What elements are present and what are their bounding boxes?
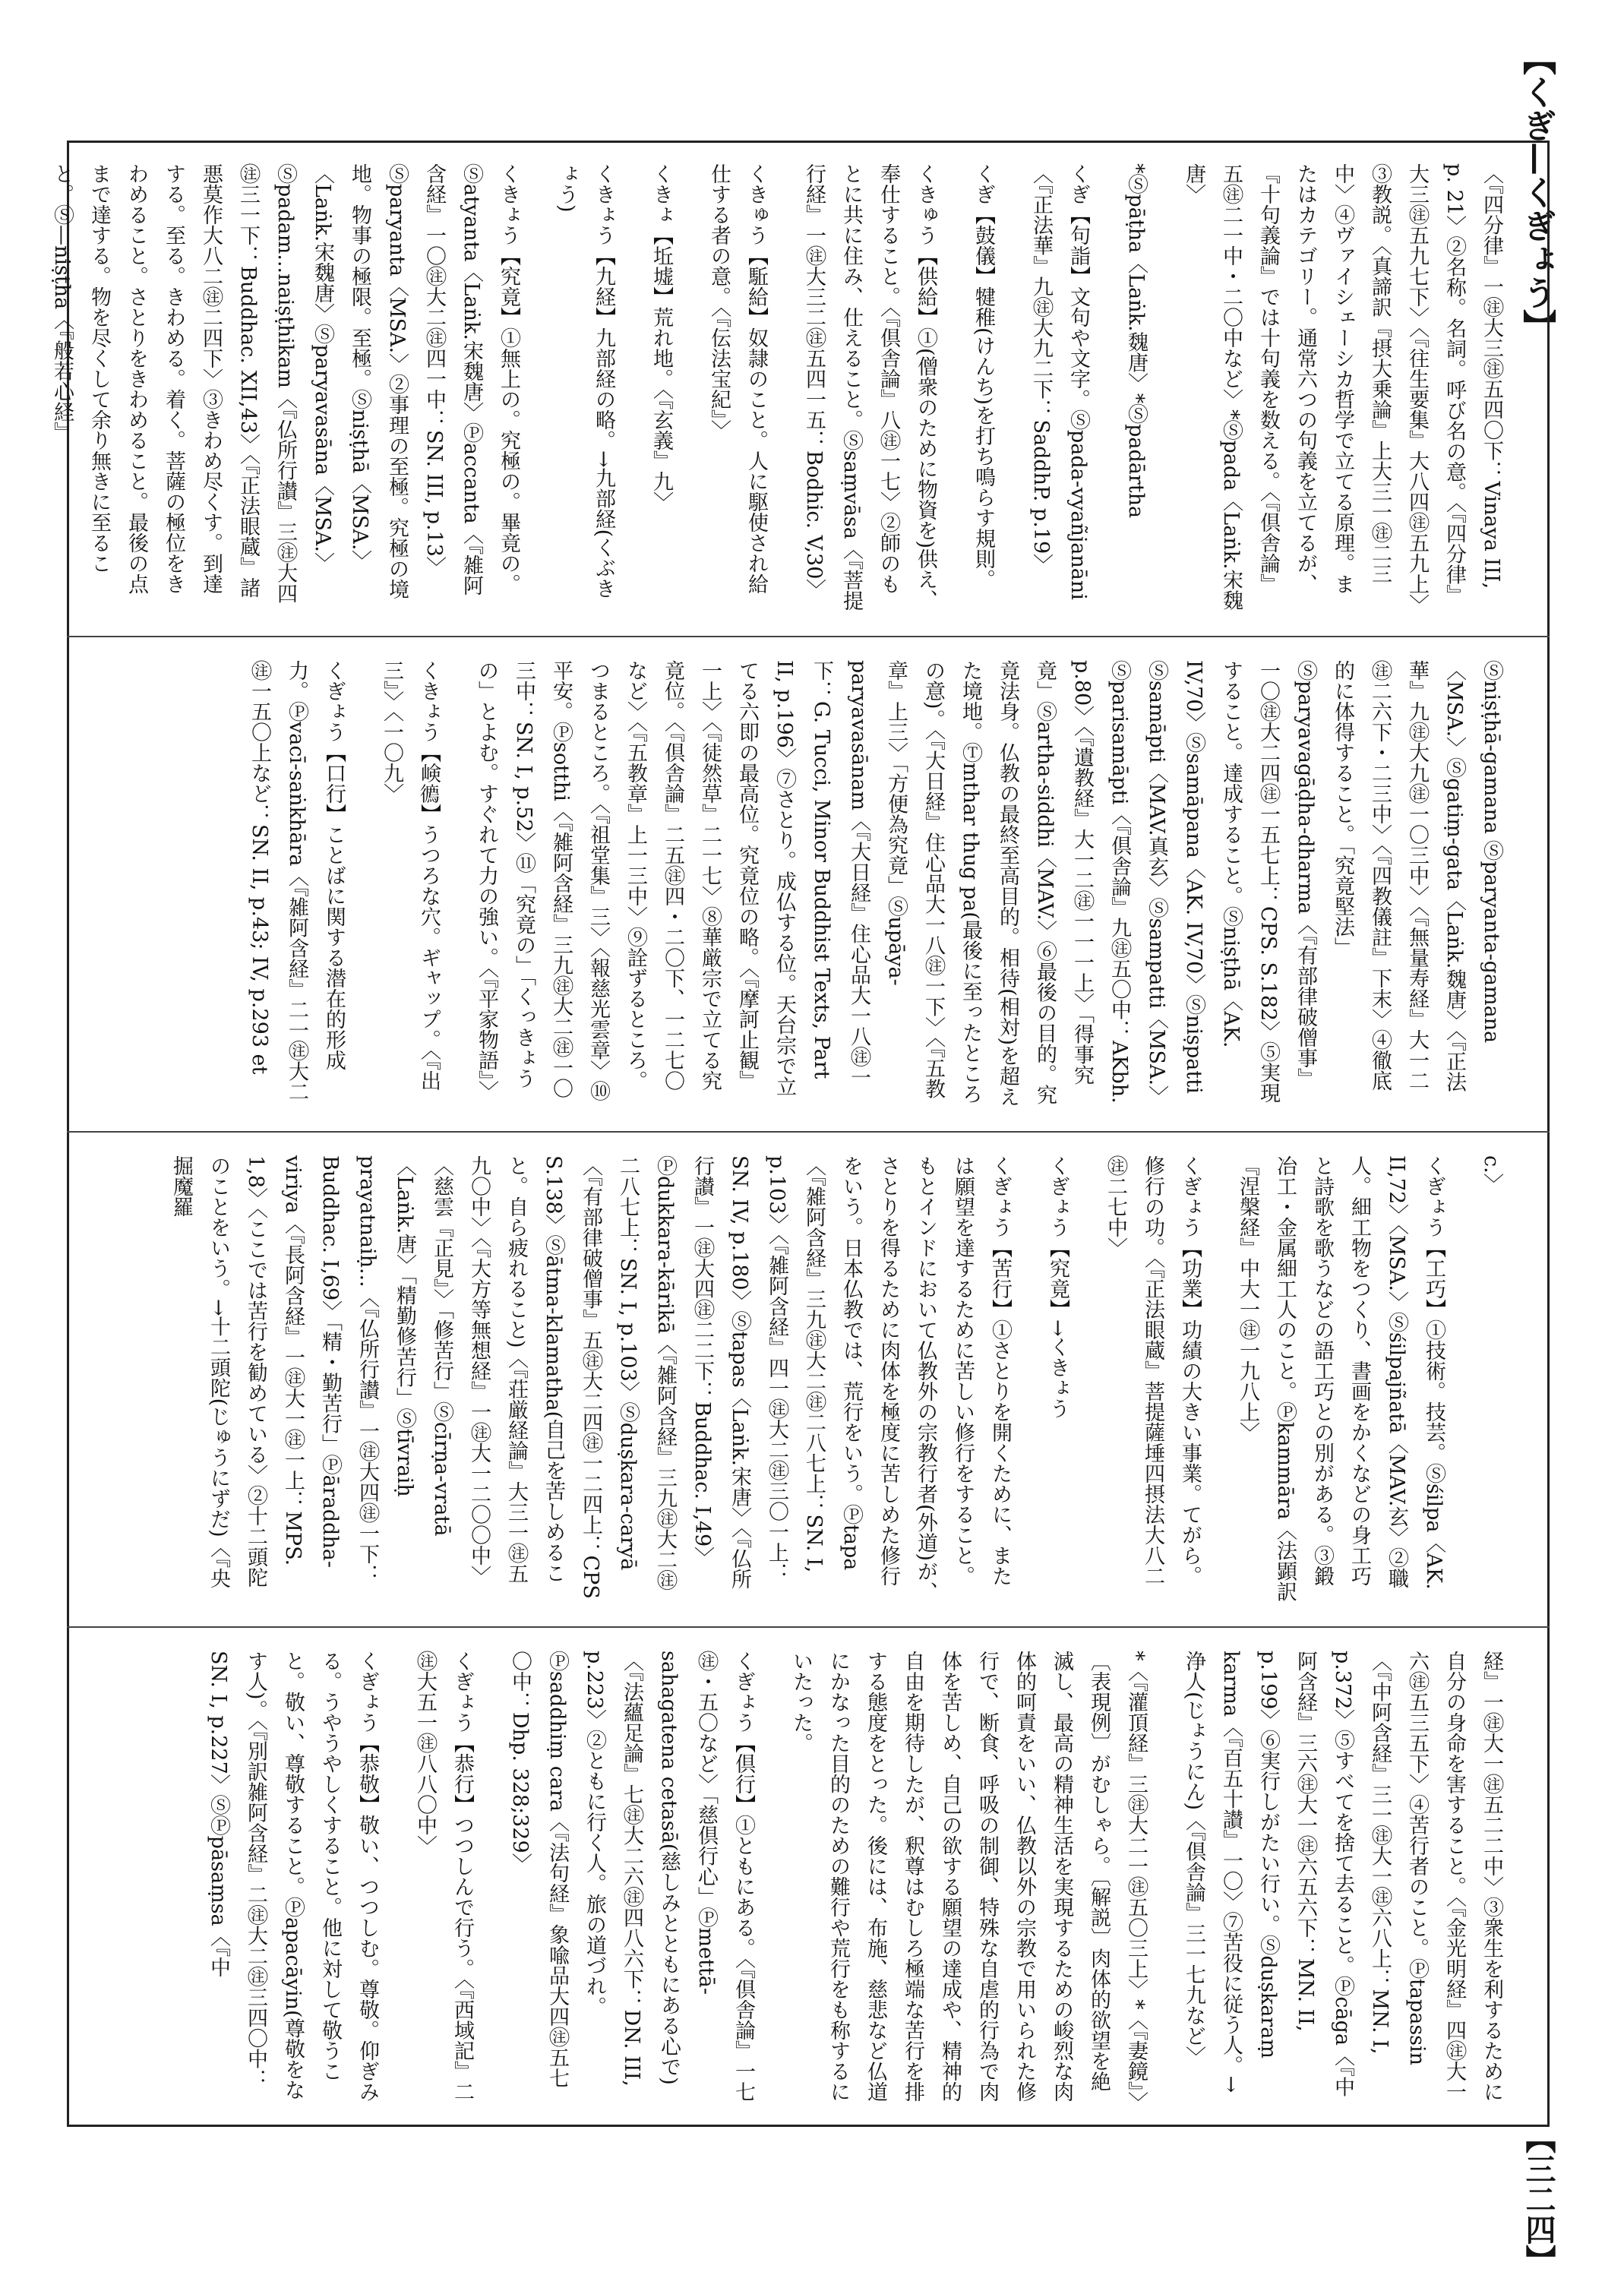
- entry: くぎ【句詣】文句や文字。Ⓢpada-vyañjanāni〈『正法華』九㊟大九二下：SaddhP. p.19〉: [1029, 163, 1090, 600]
- entry: くぎょう【工巧】①技術。技芸。Ⓢśilpa〈AK. II,72〉〈MSA.〉Ⓢśilpajñatā〈MAV.玄〉②職人。細工物をつくり、書画をかくなどの身工巧と詩歌を歌うなどの語工巧との別がある。③鍛冶工・金属細工人のこと。Ⓟkammāra〈法顕訳『涅槃経』中大一㊟一九八上〉: [1236, 1155, 1445, 1602]
- entry: くきゅう【駈給】奴隷のこと。人に駆使され給仕する者の意。〈『伝法宝紀』〉: [707, 163, 768, 594]
- entry: *〈『灌頂経』三㊟大二一㊟五〇三上〉*〈『妻鏡』〉〔表現例〕がむしゃら。〔解説〕肉体的欲望を絶滅し、最高の精神生活を実現するための峻烈な肉体的呵責をいい、仏教以外の宗教で用いられた修行で、断食、呼吸の制御、特殊な自虐的行為で肉体を苦しめ、自己の欲する願望の達成や、精神的自由を期待したが、釈尊はむしろ極端な苦行を排する態度をとった。後には、布施、慈悲など仏道にかなった目的のための難行や荒行をも称するにいたった。: [789, 1651, 1148, 2102]
- tier-2: [67, 636, 1550, 1131]
- entry: くぎょう【功業】功績の大きい事業。てがら。修行の功。〈『正法眼蔵』菩提薩埵四摂法大八二㊟二七中〉: [1104, 1155, 1202, 1586]
- entry: くきょう【𡸴𢖇】うつろな穴。ギャップ。〈『出三』〉〈一〇九〉: [380, 660, 441, 1091]
- entry: Ⓢniṣṭhā-gamana Ⓢparyanta-gamana〈MSA.〉Ⓢgatiṃ-gata〈Laṅk.魏唐〉〈『正法華』九㊟大九㊟一〇三中〉〈『無量寿経』大一二㊟二六下・二三中〉〈『四教儀註』下末〉④徹底的に体得すること。「究竟堅法」Ⓢparyavagāḍha-dharma〈『有部律破僧事』一〇㊟大二四㊟一五七上：CPS. S.182〉⑤実現すること。達成すること。Ⓢniṣṭhā〈AK. IV,70〉Ⓢsamāpana〈AK. IV,70〉Ⓢniṣpatti Ⓢsamāpti〈MAV.真玄〉Ⓢsampatti〈MSA.〉Ⓢparisamāpti〈『倶舎論』九㊟五〇中：AKbh. p.80〉〈『遺教経』大一二㊟一一一上〉「得事究竟」Ⓢartha-siddhi〈MAV.〉⑥最後の目的。究竟法身。仏教の最終至高目的。相待(相対)を超えた境地。Ⓣmthar thug pa(最後に至ったところの意)。〈『大日経』住心品大一八㊟一下〉〈『五教章』上三〉「方便為究竟」Ⓢupāya-paryavasānam〈『大日経』住心品大一八㊟一下：G. Tucci, Minor Buddhist Texts, Part II, p.196〉⑦さとり。成仏する位。天台宗で立てる六即の最高位。究竟位の略。〈『摩訶止観』一上〉〈『徒然草』二一七〉⑧華厳宗で立てる究竟位。〈『倶舎論』二五㊟四・二〇下、一二七〇など〉〈『五教章』上一三中〉⑨詮ずるところ。つまるところ。〈『祖堂集』三〉〈報慈光雲章〉⑩平安。Ⓟsotthi〈『雑阿含経』三九㊟大二㊟一〇三中：SN. I, p.52〉⑪「究竟の」「くっきょうの」とよむ。すぐれて力の強い。〈『平家物語』〉: [475, 660, 1503, 1107]
- tier-4: [67, 1626, 1550, 2127]
- entry: くぎょう【究竟】→くきょう: [1046, 1155, 1070, 1419]
- entry: *Ⓢpāṭha〈Laṅk.魏唐〉*Ⓢpadārtha: [1124, 163, 1148, 519]
- entry: くぎ【鼓儀】犍稚(けんち)を打ち鳴らす規則。: [972, 163, 995, 590]
- entry: くぎょう【恭敬】敬い、つつしむ。尊敬。仰ぎみる。うやうやしくすること。他に対して敬うこと。敬い、尊敬すること。Ⓟapacāyin(尊敬をなす人)。〈『別訳雑阿含経』二㊟大二㊟三四〇中：SN. I, p.227〉ⓈⓅpāsaṃsa〈『中: [207, 1651, 379, 2102]
- tier-3-text: [86, 1155, 1531, 1604]
- entry: くきゅう【供給】①(僧衆のために物資を)供え、奉仕すること。〈『倶舎論』八㊟一七〉②師のもとに共に住み、仕えること。Ⓢsaṃvāsa〈『菩提行経』一㊟大三二㊟五四一五：Bodhic. V,30〉: [802, 163, 937, 611]
- entry: くきょう【九経】九部経の略。→九部経(くぶきょう): [554, 163, 615, 599]
- entry: くぎょう【倶行】①ともにある。〈『倶舎論』一七㊟・五〇など〉「慈倶行心」Ⓟmettā-sahagatena cetasā(慈しみとともにある心で)〈『法蘊足論』七㊟大二六㊟四八六下：DN. III, p.223〉②ともに行く人。旅の道づれ。Ⓟsaddhiṃ cara〈『法句経』象喩品大四㊟五七〇中：Dhp. 328;329〉: [508, 1651, 755, 2102]
- running-title: 【くぎ—くぎょう】: [1517, 42, 1556, 343]
- entry: 〈『四分律』一㊟大三㊟五四〇下：Vinaya III, p. 21〉②名称。名詞。呼び名の意。〈『四分律』大三㊟五九七下〉〈『往生要集』大八四㊟五九上〉③教説。〈真諦訳『摂大乗論』上大三一㊟二三中〉④ヴァイシェーシカ哲学で立てる原理。またはカテゴリー。通常六つの句義を立てるが、『十句義論』では十句義を数える。〈『倶舎論』五㊟二一中・二〇中など〉*Ⓢpada〈Laṅk.宋魏唐〉: [1182, 163, 1503, 611]
- tier-4-text: [86, 1651, 1531, 2104]
- tier-1-text: [50, 163, 1531, 613]
- entry: 経』一㊟大一㊟五二二中〉③衆生を利するために自分の身命を害すること。〈『金光明経』四㊟大一六㊟五三五下〉④苦行者のこと。Ⓟtapassin〈『中阿含経』三一㊟大一㊟六八上：MN. I, p.372〉⑤すべてを捨て去ること。Ⓟcāga〈『中阿含経』三六㊟大一㊟六五六下：MN. II, p.199〉⑥実行しがたい行い。Ⓢduṣkaraṃ karma〈『百五十讃』一〇〉⑦苦役に従う人。→浄人(じょうにん)〈『倶舎論』三一七九など〉: [1182, 1651, 1503, 2102]
- entry: c.〉: [1480, 1155, 1503, 1194]
- entry: くぎょう【恭行】つつしんで行う。〈『西域記』二㊟大五一㊟八八〇中〉: [413, 1651, 474, 2102]
- entry: くきょう【究竟】①無上の。究極の。畢竟の。Ⓢatyanta〈Laṅk.宋魏唐〉Ⓟaccanta〈『雑阿含経』一〇㊟大二㊟四一中：SN. III, p.13〉Ⓢparyanta〈MSA.〉②事理の至極。究極の境地。物事の極限。至極。Ⓢniṣṭhā〈MSA.〉〈Laṅk.宋魏唐〉Ⓢparyavasāna〈MSA.〉Ⓢpadam...naiṣṭhikam〈『仏所行讃』三㊟大四㊟三一下：Buddhac. XII,43〉〈『正法眼蔵』諸悪莫作大八二㊟二四下〉③きわめ尽くす。到達する。至る。きわめる。着く。菩薩の極位をきわめること。さとりをきわめること。最後の点まで達する。物を尽くして余り無きに至ること。Ⓢ—niṣṭha〈『般若心経』: [50, 163, 520, 604]
- page-number: 【三二四】: [1521, 2123, 1556, 2275]
- entry: くきょ【坵墟】荒れ地。〈『玄義』九〉: [649, 163, 673, 512]
- tier-2-text: [86, 660, 1531, 1108]
- entry: くぎょう【口行】ことばに関する潜在的形成力。Ⓟvacī-saṅkhāra〈『雑阿含経』二一㊟大二㊟一五〇上など：SN. II, p.43; IV, p.293 et: [248, 660, 346, 1102]
- tier-1: [50, 141, 1550, 636]
- tier-3: [67, 1131, 1550, 1626]
- entry: くぎょう【苦行】①さとりを開くために、または願望を達するために苦しい修行をすること。もとインドにおいて仏教外の宗教行者(外道)が、さとりを得るために肉体を極度に苦しめた修行をいう。日本仏教では、荒行をいう。Ⓟtapa〈『雑阿含経』三九㊟大二㊟二八七上：SN. I, p.103〉〈『雑阿含経』四一㊟大二㊟三〇一上：SN. IV, p.180〉Ⓢtapas〈Laṅk.宋唐〉〈『仏所行讃』一㊟大四㊟二二下：Buddhac. I,49〉Ⓟdukkara-kārikā〈『雑阿含経』三九㊟大二㊟二八七上：SN. I, p.103〉Ⓢduṣkara-caryā〈『有部律破僧事』五㊟大二四㊟一二四上：CPS S.138〉Ⓢātma-klamatha(自己を苦しめること。自ら疲れること)〈『荘厳経論』大三一㊟五九〇中〉〈『大方等無想経』一㊟大一二〇〇中〉〈慈雲『正見』〉「修苦行」Ⓢcīrṇa-vratā〈Laṅk.唐〉「精勤修苦行」Ⓢtīvraiḥ prayatnaiḥ...〈『仏所行讃』一㊟大四㊟一下：Buddhac. I,69〉「精・勤苦行」Ⓟāraddha-viriya〈『長阿含経』一㊟大一㊟一上：MPS. 1,8〉〈ここでは苦行を勧めている〉②十二頭陀のことをいう。→十二頭陀(じゅうにずだ)〈『央掘魔羅: [169, 1155, 1012, 1603]
